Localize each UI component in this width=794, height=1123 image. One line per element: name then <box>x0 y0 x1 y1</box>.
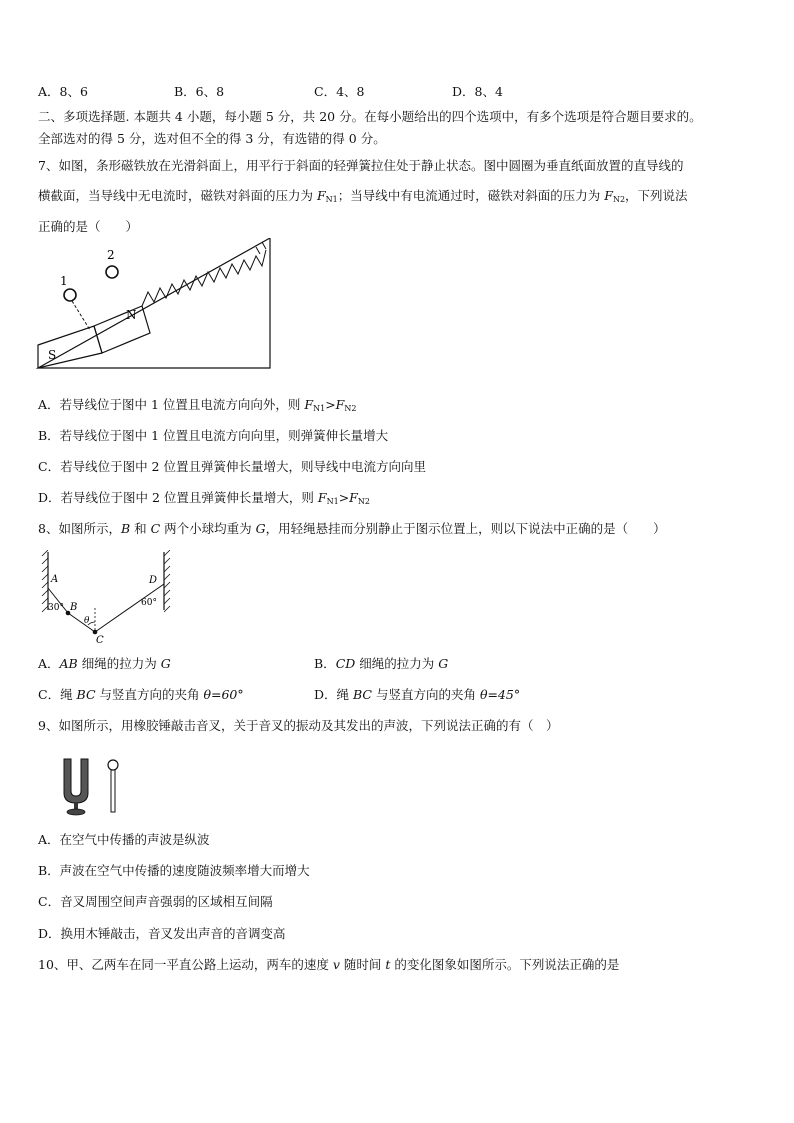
q9-option-a: A．在空气中传播的声波是纵波 <box>38 832 210 847</box>
wire-label-1: 1 <box>60 274 68 288</box>
q7-stem-line2: 横截面，当导线中无电流时，磁铁对斜面的压力为 $F_{N1}$；当导线中有电流通过时，磁铁对斜面的压力为 $F_{N2}$，下列说法 <box>38 188 688 204</box>
q7-option-a: A．若导线位于图中 1 位置且电流方向向外，则 $F_{N1}>F_{N2}$ <box>38 397 357 413</box>
section2-line1: 二、多项选择题. 本题共 4 小题，每小题 5 分，共 20 分。在每小题给出的四个选项中，有多个选项是符合题目要求的。 <box>38 109 702 124</box>
wire-position-1-icon <box>64 289 76 301</box>
q8-figure <box>38 550 178 645</box>
q8-option-a: A．AB 细绳的拉力为 G <box>38 656 171 671</box>
magnet-s-label: S <box>48 348 57 362</box>
normal-dashed-line <box>72 301 90 330</box>
wire-position-2-icon <box>106 266 118 278</box>
q8-option-c: C．绳 BC 与竖直方向的夹角 θ=60° <box>38 687 244 702</box>
wire-label-2: 2 <box>107 248 115 262</box>
section2-line2: 全部选对的得 5 分，选对但不全的得 3 分，有选错的得 0 分。 <box>38 131 386 146</box>
tuning-fork-icon <box>64 759 88 815</box>
q9-option-d: D．换用木锤敲击，音叉发出声音的音调变高 <box>38 926 286 941</box>
q8-option-d: D．绳 BC 与竖直方向的夹角 θ=45° <box>314 687 521 702</box>
q6-option-b: B．6、8 <box>174 84 225 99</box>
q9-stem: 9、如图所示，用橡胶锤敲击音叉，关于音叉的振动及其发出的声波，下列说法正确的有（ ） <box>38 718 559 733</box>
magnet-n-label: N <box>126 308 137 322</box>
q7-stem-line1: 7、如图，条形磁铁放在光滑斜面上，用平行于斜面的轻弹簧拉住处于静止状态。图中圆圈为垂直纸面放置的直导线的 <box>38 158 684 173</box>
ball-c-icon <box>93 630 98 635</box>
q7-figure <box>30 238 280 373</box>
q9-figure <box>58 755 128 817</box>
q8-stem: 8、如图所示，B 和 C 两个小球均重为 G，用轻绳悬挂而分别静止于图示位置上，则以下说法中正确的是（ ） <box>38 521 666 536</box>
label-b: B <box>70 602 78 613</box>
label-c: C <box>96 635 104 645</box>
magnet-n <box>94 306 150 353</box>
angle-30-label: 30° <box>48 603 64 613</box>
q7-option-d: D．若导线位于图中 2 位置且弹簧伸长量增大，则 $F_{N1}>F_{N2}$ <box>38 490 370 506</box>
q7-option-c: C．若导线位于图中 2 位置且弹簧伸长量增大，则导线中电流方向向里 <box>38 459 426 474</box>
q6-option-d: D．8、4 <box>452 84 503 99</box>
q10-stem: 10、甲、乙两车在同一平直公路上运动，两车的速度 v 随时间 t 的变化图象如图所示。下列说法正确的是 <box>38 957 620 972</box>
q7-option-b: B．若导线位于图中 1 位置且电流方向向里，则弹簧伸长量增大 <box>38 428 389 443</box>
q6-option-a: A．8、6 <box>38 84 88 99</box>
q6-option-c: C．4、8 <box>314 84 365 99</box>
label-d: D <box>149 575 158 586</box>
angle-60-label: 60° <box>141 598 157 608</box>
q7-stem-line3: 正确的是（ ） <box>38 219 139 234</box>
theta-label: θ <box>84 616 90 626</box>
q9-option-b: B．声波在空气中传播的速度随波频率增大而增大 <box>38 863 310 878</box>
mallet-icon <box>108 760 118 812</box>
label-a: A <box>51 574 59 585</box>
rope-cd <box>95 584 164 632</box>
spring <box>142 250 266 306</box>
q8-option-b: B．CD 细绳的拉力为 G <box>314 656 449 671</box>
q9-option-c: C．音叉周围空间声音强弱的区域相互间隔 <box>38 894 273 909</box>
